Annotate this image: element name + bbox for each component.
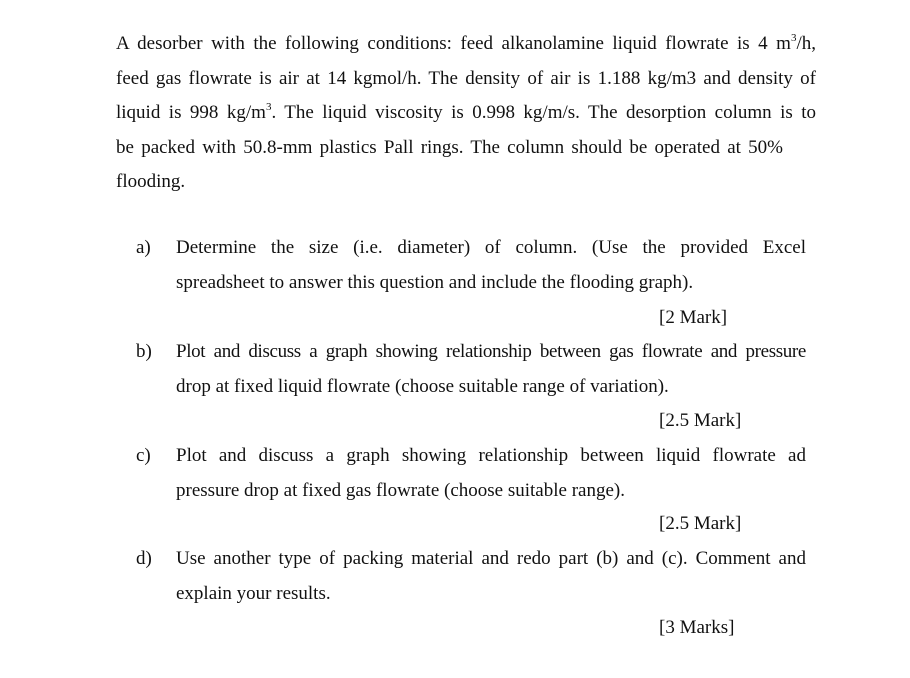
- statement-text: be packed with 50.8-mm plastics Pall rings. The column should be operated at 50%: [116, 136, 783, 158]
- superscript: 3: [265, 100, 272, 113]
- statement-line: [116, 165, 816, 200]
- statement-line: [116, 62, 816, 97]
- mark-allocation: [2 Mark]: [659, 307, 728, 328]
- superscript: 3: [790, 31, 797, 44]
- statement-text: liquid is 998 kg/m: [116, 102, 266, 123]
- statement-text: feed gas flowrate is air at 14 kgmol/h. The density of air is 1.188 kg/m3 and density of: [116, 67, 816, 89]
- question-body: [176, 335, 806, 404]
- question-line: Plot and discuss a graph showing relationship between liquid flowrate ad: [176, 445, 806, 466]
- statement-text: . The liquid viscosity is 0.998 kg/m/s. The desorption column is to: [271, 102, 817, 123]
- question-d: [136, 542, 806, 611]
- problem-statement: [116, 27, 816, 200]
- mark-allocation: [3 Marks]: [659, 617, 735, 638]
- question-c: [136, 439, 806, 508]
- statement-line: [116, 96, 816, 131]
- mark-allocation: [2.5 Mark]: [659, 513, 742, 534]
- mark-allocation: [2.5 Mark]: [659, 410, 742, 431]
- question-a: [136, 231, 806, 300]
- question-marker: a): [136, 237, 151, 258]
- question-marker: b): [136, 341, 152, 362]
- question-line: Use another type of packing material and redo part (b) and (c). Comment and: [176, 548, 806, 569]
- question-marker: d): [136, 548, 152, 569]
- question-line: explain your results.: [176, 582, 331, 604]
- question-line: drop at fixed liquid flowrate (choose suitable range of variation).: [176, 375, 669, 397]
- question-body: [176, 439, 806, 508]
- question-body: [176, 542, 806, 611]
- statement-text: flooding.: [116, 171, 186, 192]
- question-b: [136, 335, 806, 404]
- question-line: Determine the size (i.e. diameter) of column. (Use the provided Excel: [176, 237, 806, 258]
- question-body: [176, 231, 806, 300]
- question-marker: c): [136, 445, 151, 466]
- statement-line: [116, 131, 783, 166]
- statement-text: /h,: [796, 33, 816, 54]
- question-line: pressure drop at fixed gas flowrate (choose suitable range).: [176, 479, 625, 501]
- question-line: spreadsheet to answer this question and include the flooding graph).: [176, 271, 694, 293]
- question-line: Plot and discuss a graph showing relationship between gas flowrate and pressure: [176, 341, 806, 362]
- statement-line: [116, 27, 816, 62]
- statement-text: A desorber with the following conditions: feed alkanolamine liquid flowrate is 4 m: [116, 33, 791, 54]
